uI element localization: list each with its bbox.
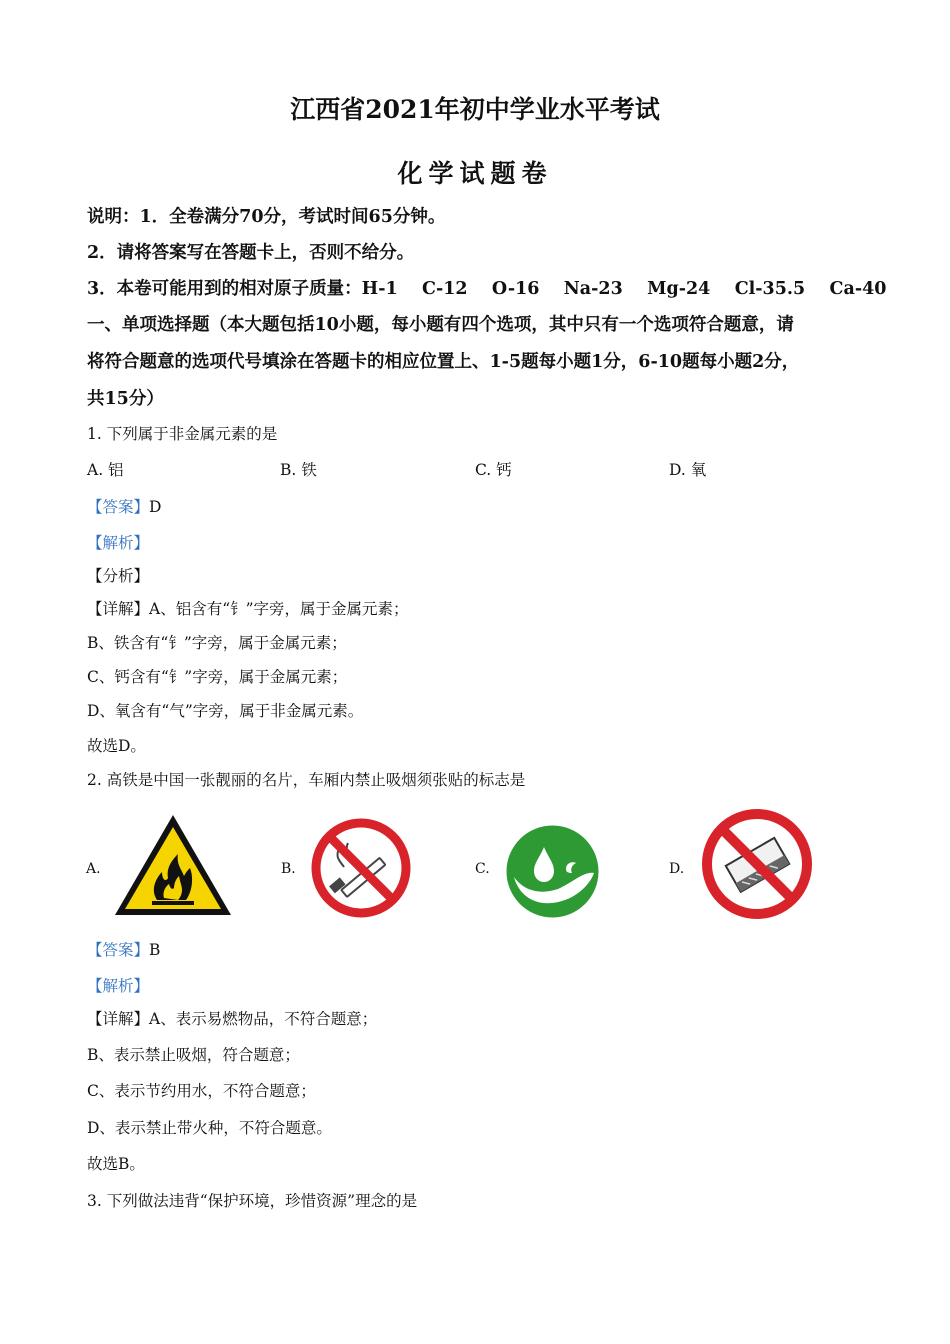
page-title: 江西省2021年初中学业水平考试: [290, 95, 660, 124]
detail-line: B、铁含有“钅”字旁，属于金属元素；: [87, 634, 347, 652]
detail-tag: 【详解】: [87, 600, 150, 618]
sign-label-c: C.: [475, 861, 490, 877]
detail-line: [87, 602, 409, 618]
sign-label-a: A.: [86, 861, 101, 877]
detail-tag: 【详解】: [87, 1010, 150, 1028]
question-stem: 2. 高铁是中国一张靓丽的名片，车厢内禁止吸烟须张贴的标志是: [87, 771, 526, 789]
detail-line: D、表示禁止带火种，不符合题意。: [87, 1119, 332, 1137]
answer-line: [87, 943, 160, 959]
fenxi-tag: 【分析】: [87, 567, 150, 585]
section-heading: 将符合题意的选项代号填涂在答题卡的相应位置上、1-5题每小题1分，6-10题每小题2分，: [87, 352, 800, 372]
option-c: C. 钙: [475, 461, 512, 479]
analysis-tag: 【解析】: [87, 534, 150, 552]
section-heading: 一、单项选择题（本大题包括10小题，每小题有四个选项，其中只有一个选项符合题意，请: [87, 315, 794, 335]
detail-line: C、表示节约用水，不符合题意；: [87, 1082, 316, 1100]
conclusion: 故选D。: [87, 737, 146, 755]
detail-line: B、表示禁止吸烟，符合题意；: [87, 1046, 300, 1064]
option-a: A. 铝: [87, 461, 124, 479]
sign-label-d: D.: [669, 861, 685, 877]
answer-value: B: [149, 941, 161, 959]
answer-value: D: [149, 498, 162, 516]
detail-text: A、表示易燃物品，不符合题意；: [149, 1010, 378, 1028]
page-subtitle: 化学试题卷: [397, 159, 553, 188]
option-b: B. 铁: [280, 461, 317, 479]
flammable-warning-sign-icon: [112, 812, 234, 918]
instruction-line: 3．本卷可能用到的相对原子质量：H-1 C-12 O-16 Na-23 Mg-24 Cl-35.5 Ca-40: [87, 279, 887, 299]
instruction-line: 说明：1．全卷满分70分，考试时间65分钟。: [87, 207, 446, 227]
answer-tag: 【答案】: [87, 498, 150, 516]
detail-text: A、铝含有“钅”字旁，属于金属元素；: [149, 600, 409, 618]
conclusion: 故选B。: [87, 1155, 145, 1173]
answer-tag: 【答案】: [87, 941, 150, 959]
instruction-line: 2．请将答案写在答题卡上，否则不给分。: [87, 243, 415, 263]
detail-line: C、钙含有“钅”字旁，属于金属元素；: [87, 668, 348, 686]
detail-line: [87, 1012, 377, 1028]
detail-line: D、氧含有“气”字旁，属于非金属元素。: [87, 702, 364, 720]
answer-line: [87, 500, 161, 516]
question-stem: 1. 下列属于非金属元素的是: [87, 425, 278, 443]
question-stem: 3. 下列做法违背“保护环境，珍惜资源”理念的是: [87, 1192, 418, 1210]
section-heading: 共15分）: [87, 389, 164, 409]
analysis-tag: 【解析】: [87, 977, 150, 995]
no-fire-source-sign-icon: [701, 808, 813, 920]
option-d: D. 氧: [669, 461, 707, 479]
no-smoking-sign-icon: [310, 817, 412, 919]
sign-label-b: B.: [281, 861, 296, 877]
water-saving-sign-icon: [506, 825, 599, 918]
